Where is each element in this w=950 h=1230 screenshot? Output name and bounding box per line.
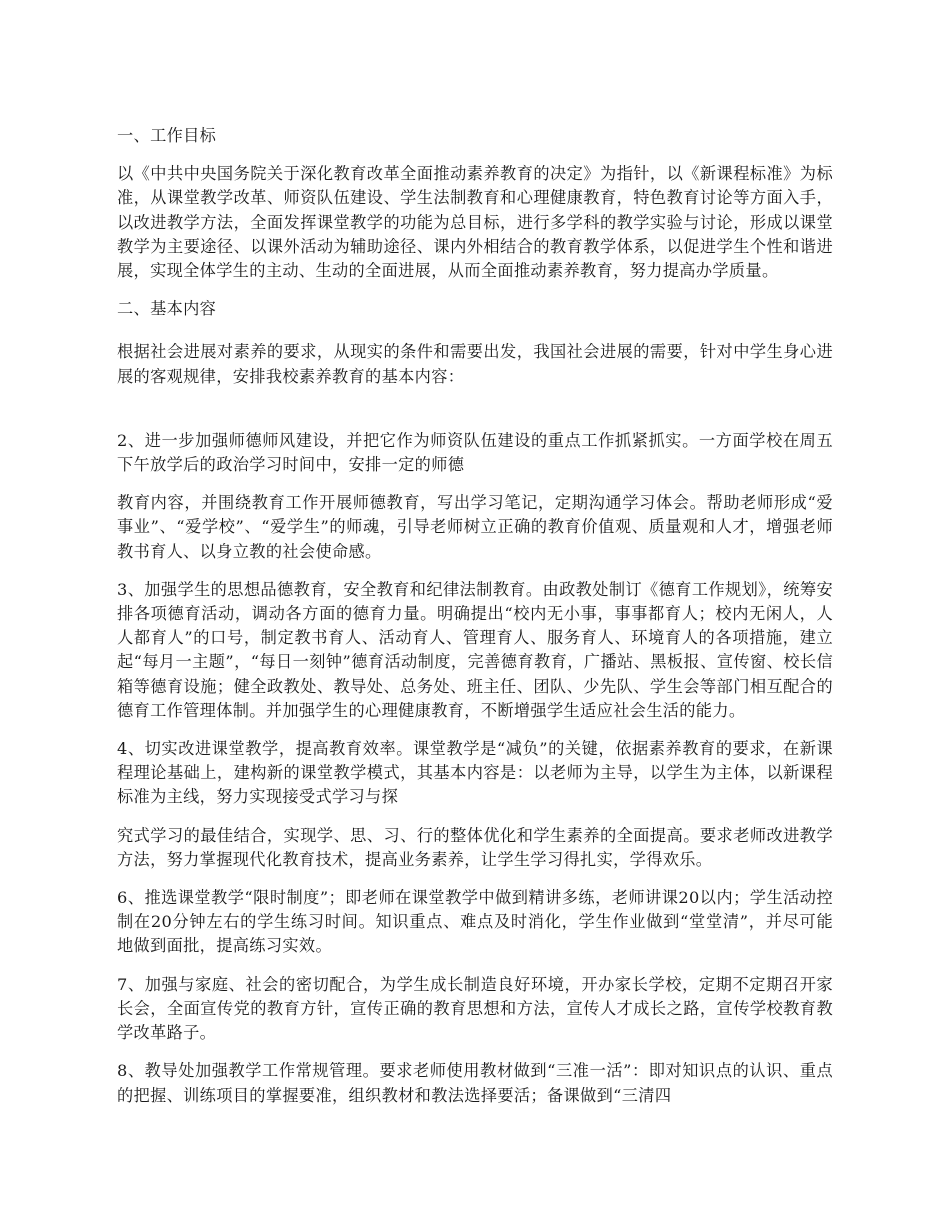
paragraph-item-8: 8、教导处加强教学工作常规管理。要求老师使用教材做到“三准一活”：即对知识点的认识、重点的把握、训练项目的掌握要准，组织教材和教法选择要活；备课做到“三清四 <box>117 1061 833 1105</box>
paragraph-item-4-part-1: 4、切实改进课堂教学，提高教育效率。课堂教学是“减负”的关键，依据素养教育的要求，在新课程理论基础上，建构新的课堂教学模式，其基本内容是：以老师为主导，以学生为主体，以新课程标准为主线，努力实现接受式学习与探 <box>117 739 833 807</box>
section-heading-basic-content: 二、基本内容 <box>117 299 217 319</box>
paragraph-item-6: 6、推选课堂教学“限时制度”；即老师在课堂教学中做到精讲多练，老师讲课20以内；学生活动控制在20分钟左右的学生练习时间。知识重点、难点及时消化，学生作业做到“堂堂清”，并尽可能地做到面批，提高练习实效。 <box>117 888 833 956</box>
paragraph-item-3: 3、加强学生的思想品德教育，安全教育和纪律法制教育。由政教处制订《德育工作规划》，统筹安排各项德育活动，调动各方面的德育力量。明确提出“校内无小事，事事都育人；校内无闲人，人人都育人”的口号，制定教书育人、活动育人、管理育人、服务育人、环境育人的各项措施，建立起“每月一主题”，“每日一刻钟”德育活动制度，完善德育教育，广播站、黑板报、宣传窗、校长信箱等德育设施；健全政教处、教导处、总务处、班主任、团队、少先队、学生会等部门相互配合的德育工作管理体制。并加强学生的心理健康教育，不断增强学生适应社会生活的能力。 <box>117 579 833 720</box>
paragraph-basic-content-intro: 根据社会进展对素养的要求，从现实的条件和需要出发，我国社会进展的需要，针对中学生身心进展的客观规律，安排我校素养教育的基本内容： <box>117 342 833 386</box>
section-heading-work-goals: 一、工作目标 <box>117 126 217 145</box>
paragraph-item-2-part-2: 教育内容，并围绕教育工作开展师德教育，写出学习笔记，定期沟通学习体会。帮助老师形成“爱事业”、“爱学校”、“爱学生”的师魂，引导老师树立正确的教育价值观、质量观和人才，增强老师教书育人、以身立教的社会使命感。 <box>117 493 833 561</box>
paragraph-item-7: 7、加强与家庭、社会的密切配合，为学生成长制造良好环境，开办家长学校，定期不定期召开家长会，全面宣传党的教育方针，宣传正确的教育思想和方法，宣传人才成长之路，宣传学校教育教学改革路子。 <box>117 974 833 1043</box>
document-page <box>117 124 833 1108</box>
paragraph-work-goals: 以《中共中央国务院关于深化教育改革全面推动素养教育的决定》为指针，以《新课程标准》为标准，从课堂教学改革、师资队伍建设、学生法制教育和心理健康教育，特色教育讨论等方面入手，以改进教学方法，全面发挥课堂教学的功能为总目标，进行多学科的教学实验与讨论，形成以课堂教学为主要途径、以课外活动为辅助途径、课内外相结合的教育教学体系，以促进学生个性和谐进展，实现全体学生的主动、生动的全面进展，从而全面推动素养教育，努力提高办学质量。 <box>117 164 833 281</box>
paragraph-item-2-part-1: 2、进一步加强师德师风建设，并把它作为师资队伍建设的重点工作抓紧抓实。一方面学校在周五下午放学后的政治学习时间中，安排一定的师德 <box>117 430 833 475</box>
paragraph-item-4-part-2: 究式学习的最佳结合，实现学、思、习、行的整体优化和学生素养的全面提高。要求老师改进教学方法，努力掌握现代化教育技术，提高业务素养，让学生学习得扎实，学得欢乐。 <box>117 825 833 869</box>
